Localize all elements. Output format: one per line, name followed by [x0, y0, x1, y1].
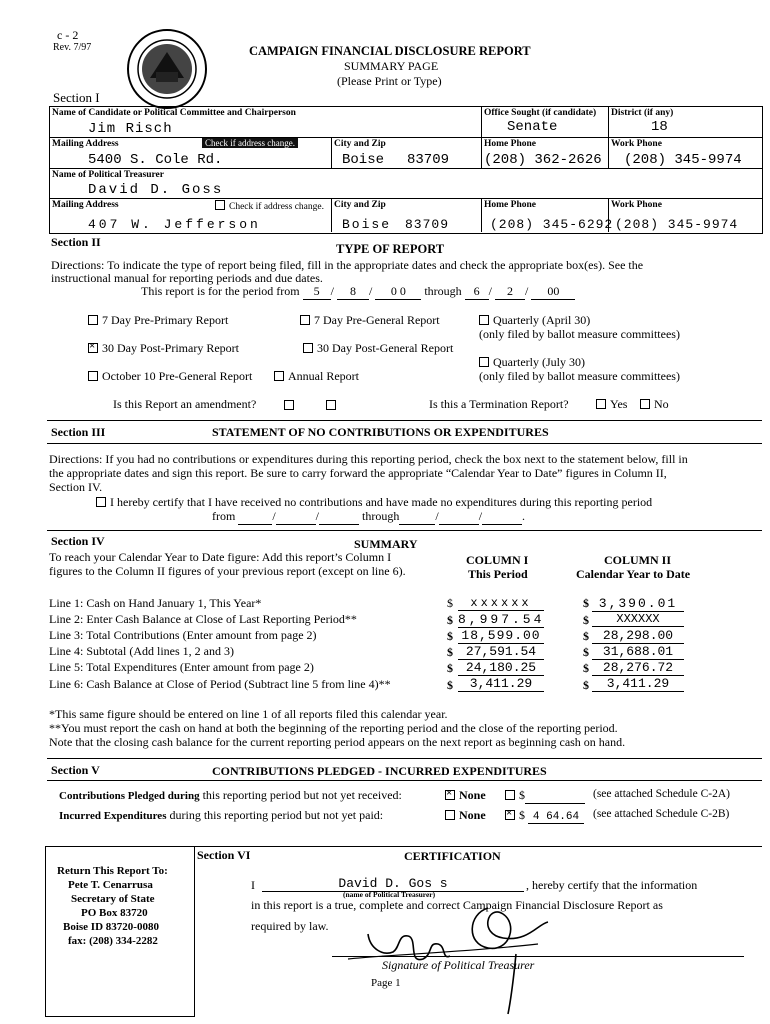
summary-note-1: *This same figure should be entered on line 1 of all reports filed this calendar year. — [49, 707, 448, 721]
no-activity-period: from / / through / / . — [212, 509, 526, 523]
candidate-name-field[interactable]: Jim Risch — [88, 121, 173, 137]
option-7day-pre-general[interactable]: 7 Day Pre-General Report — [300, 313, 440, 328]
treasurer-address-change-check[interactable]: Check if address change. — [215, 200, 324, 212]
treasurer-mailing-field[interactable]: 407 W. Jefferson — [88, 217, 261, 232]
section-2-directions-2: instructional manual for reporting periods and due dates. — [51, 271, 323, 285]
office-label: Office Sought (if candidate) — [484, 108, 597, 118]
summary-col2-value[interactable]: XXXXXX — [592, 612, 684, 627]
pledged-amount-field[interactable]: $ — [505, 788, 585, 804]
section-4-label: Section IV — [51, 534, 105, 548]
mailing-label: Mailing Address — [52, 139, 119, 149]
summary-note-3: Note that the closing cash balance for the current reporting period appears on the next report as beginning cash on hand. — [49, 735, 626, 749]
treasurer-city-label: City and Zip — [334, 200, 386, 210]
treasurer-zip-field[interactable]: 83709 — [405, 217, 450, 232]
termination-yes-checkbox[interactable]: Yes — [596, 397, 627, 412]
form-subtitle: SUMMARY PAGE — [344, 59, 439, 73]
section-2-heading: TYPE OF REPORT — [336, 242, 445, 256]
termination-no-checkbox[interactable]: No — [640, 397, 669, 412]
state-seal-icon — [126, 28, 208, 110]
option-30day-post-primary[interactable]: ×30 Day Post-Primary Report — [88, 341, 239, 356]
s3-from-year-field[interactable] — [319, 509, 359, 525]
signature-caption: Signature of Political Treasurer — [382, 958, 535, 972]
summary-col2-value[interactable]: 28,298.00 — [592, 628, 684, 644]
section-3-directions-2: the appropriate dates and sign this report. Be sure to carry forward the appropriate “Calendar Year to Date” figures in Column II, — [49, 466, 667, 480]
district-field[interactable]: 18 — [651, 119, 668, 135]
option-30day-post-general[interactable]: 30 Day Post-General Report — [303, 341, 453, 356]
s3-through-day-field[interactable] — [439, 509, 479, 525]
column-1-title: COLUMN I — [466, 553, 529, 567]
column-1-subtitle: This Period — [468, 567, 528, 581]
summary-col1-value[interactable]: 27,591.54 — [458, 644, 544, 660]
zip-field[interactable]: 83709 — [407, 152, 450, 168]
treasurer-city-field[interactable]: Boise — [342, 217, 392, 232]
option-quarterly-july[interactable]: Quarterly (July 30) — [479, 355, 585, 370]
column-2-subtitle: Calendar Year to Date — [576, 567, 691, 581]
section-3-label: Section III — [51, 425, 106, 439]
home-phone-label: Home Phone — [484, 139, 536, 149]
pledged-row-label: Contributions Pledged during this reporting period but not yet received: — [59, 788, 402, 802]
through-year-field[interactable]: 00 — [531, 284, 575, 300]
section-6-label: Section VI — [197, 848, 251, 862]
s3-through-year-field[interactable] — [482, 509, 522, 525]
section-1-label: Section I — [53, 90, 100, 105]
form-code: c - 2 — [57, 28, 79, 42]
treasurer-work-phone-field[interactable]: (208) 345-9974 — [615, 217, 739, 232]
summary-col1-value[interactable]: 24,180.25 — [458, 660, 544, 676]
district-label: District (if any) — [611, 108, 674, 118]
address-change-check[interactable]: Check if address change. — [202, 138, 298, 148]
summary-line-label: Line 2: Enter Cash Balance at Close of Last Reporting Period** — [49, 612, 357, 626]
schedule-c2a-note: (see attached Schedule C-2A) — [593, 788, 730, 800]
amendment-no-checkbox[interactable] — [326, 398, 340, 413]
mailing-address-field[interactable]: 5400 S. Cole Rd. — [88, 152, 223, 168]
candidate-label: Name of Candidate or Political Committee and Chairperson — [52, 108, 296, 118]
option-quarterly-april-note: (only filed by ballot measure committees) — [479, 327, 680, 341]
treasurer-mailing-label: Mailing Address — [52, 200, 119, 210]
certify-name-caption: (name of Political Treasurer) — [343, 890, 436, 899]
s3-through-month-field[interactable] — [399, 509, 435, 525]
return-title: Return This Report To: — [57, 865, 168, 877]
section-3-directions-3: Section IV. — [49, 480, 103, 494]
section-2-directions-1: Directions: To indicate the type of report being filed, fill in the appropriate dates and check the appropriate box(es). See the — [51, 258, 644, 272]
amendment-yes-checkbox[interactable] — [284, 398, 298, 413]
termination-question: Is this a Termination Report? — [429, 397, 569, 411]
return-line-2: Secretary of State — [71, 893, 155, 905]
option-7day-pre-primary[interactable]: 7 Day Pre-Primary Report — [88, 313, 228, 328]
s3-from-month-field[interactable] — [238, 509, 272, 525]
no-activity-certify-checkbox[interactable]: I hereby certify that I have received no contributions and have made no expenditures during this reporting period — [96, 495, 652, 510]
section-2-label: Section II — [51, 235, 101, 249]
option-quarterly-april[interactable]: Quarterly (April 30) — [479, 313, 590, 328]
home-phone-field[interactable]: (208) 362-2626 — [484, 152, 602, 168]
certify-text-1: , hereby certify that the information — [526, 878, 698, 892]
treasurer-home-phone-field[interactable]: (208) 345-6292 — [490, 217, 614, 232]
certify-treasurer-name-field[interactable]: David D. Gos s — [262, 876, 524, 892]
through-day-field[interactable]: 2 — [495, 284, 525, 300]
section-3-directions-1: Directions: If you had no contributions or expenditures during this reporting period, check the box next to the statement below, fill in — [49, 452, 688, 466]
summary-line-label: Line 1: Cash on Hand January 1, This Year* — [49, 596, 262, 610]
summary-note-2: **You must report the cash on hand at both the beginning of the reporting period and the close of the reporting period. — [49, 721, 618, 735]
treasurer-work-phone-label: Work Phone — [611, 200, 662, 210]
return-line-3: PO Box 83720 — [81, 907, 148, 919]
summary-col2-value[interactable]: 31,688.01 — [592, 644, 684, 660]
summary-line-label: Line 5: Total Expenditures (Enter amount from page 2) — [49, 660, 314, 674]
return-line-1: Pete T. Cenarrusa — [68, 879, 153, 891]
treasurer-name-field[interactable]: David D. Goss — [88, 182, 224, 198]
s3-from-day-field[interactable] — [276, 509, 316, 525]
schedule-c2b-note: (see attached Schedule C-2B) — [593, 808, 730, 820]
option-quarterly-july-note: (only filed by ballot measure committees) — [479, 369, 680, 383]
incurred-amount-field[interactable]: × $ 4 64.64 — [505, 808, 584, 824]
work-phone-label: Work Phone — [611, 139, 662, 149]
section-4-intro-1: To reach your Calendar Year to Date figure: Add this report’s Column I — [49, 550, 392, 564]
treasurer-label: Name of Political Treasurer — [52, 170, 164, 180]
section-4-heading: SUMMARY — [354, 537, 418, 551]
from-day-field[interactable]: 8 — [337, 284, 369, 300]
incurred-none-checkbox[interactable]: None — [445, 808, 486, 823]
section-5-heading: CONTRIBUTIONS PLEDGED - INCURRED EXPENDITURES — [212, 764, 547, 778]
page-number: Page 1 — [371, 977, 401, 989]
work-phone-field[interactable]: (208) 345-9974 — [624, 152, 742, 168]
city-field[interactable]: Boise — [342, 152, 385, 168]
from-year-field[interactable]: 0 0 — [375, 284, 421, 300]
summary-col1-value[interactable]: xxxxxx — [458, 596, 544, 611]
summary-line-label: Line 3: Total Contributions (Enter amount from page 2) — [49, 628, 317, 642]
section-3-heading: STATEMENT OF NO CONTRIBUTIONS OR EXPENDITURES — [212, 425, 549, 439]
office-field[interactable]: Senate — [507, 119, 558, 135]
return-line-4: Boise ID 83720-0080 — [63, 921, 159, 933]
summary-col2-value[interactable]: 3,390.01 — [592, 596, 684, 612]
summary-line-label: Line 4: Subtotal (Add lines 1, 2 and 3) — [49, 644, 234, 658]
certify-text-3: required by law. — [251, 919, 329, 933]
incurred-row-label: Incurred Expenditures during this reporting period but not yet paid: — [59, 808, 384, 822]
summary-col1-value[interactable]: 3,411.29 — [458, 676, 544, 692]
section-4-intro-2: figures to the Column II figures of your previous report (except on line 6). — [49, 564, 406, 578]
section-5-label: Section V — [51, 763, 100, 777]
option-oct10-pre-general[interactable]: October 10 Pre-General Report — [88, 369, 252, 384]
city-zip-label: City and Zip — [334, 139, 386, 149]
amendment-question: Is this Report an amendment? — [113, 397, 257, 411]
form-revision: Rev. 7/97 — [53, 42, 92, 53]
form-instruction: (Please Print or Type) — [337, 74, 442, 88]
column-2-title: COLUMN II — [604, 553, 672, 567]
summary-col2-value[interactable]: 28,276.72 — [592, 660, 684, 676]
certify-text-2: in this report is a true, complete and correct Campaign Financial Disclosure Report as — [251, 898, 663, 912]
summary-col2-value[interactable]: 3,411.29 — [592, 676, 684, 692]
summary-line-label: Line 6: Cash Balance at Close of Period (Subtract line 5 from line 4)** — [49, 677, 391, 691]
option-annual[interactable]: Annual Report — [274, 369, 359, 384]
form-title: CAMPAIGN FINANCIAL DISCLOSURE REPORT — [249, 44, 531, 58]
summary-col1-value[interactable]: 18,599.00 — [458, 628, 544, 644]
summary-col1-value[interactable]: 8,997.54 — [458, 612, 545, 627]
return-line-5: fax: (208) 334-2282 — [68, 935, 158, 947]
from-month-field[interactable]: 5 — [303, 284, 331, 300]
through-month-field[interactable]: 6 — [465, 284, 489, 300]
treasurer-home-phone-label: Home Phone — [484, 200, 536, 210]
certify-i: I — [251, 878, 255, 892]
pledged-none-checkbox[interactable]: × None — [445, 788, 486, 803]
section-6-heading: CERTIFICATION — [404, 849, 501, 863]
report-period: This report is for the period from 5 / 8 / 0 0 through 6 / 2 / 00 — [141, 284, 575, 300]
